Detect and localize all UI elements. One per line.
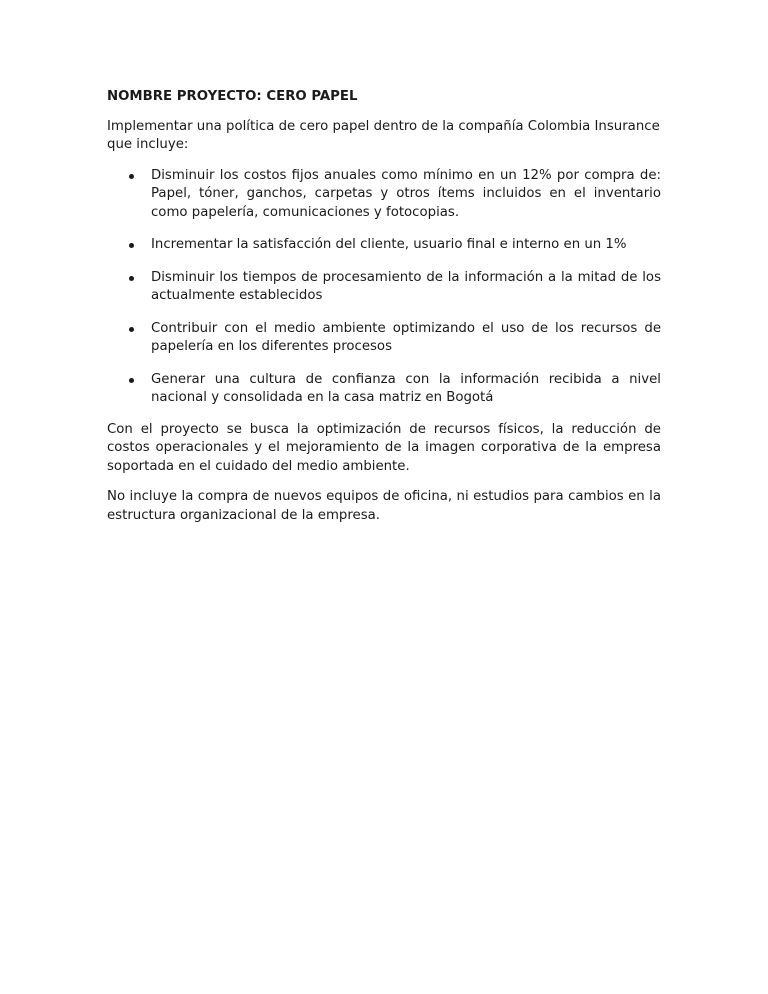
list-item [107, 371, 661, 408]
list-item-text: Contribuir con el medio ambiente optimizando el uso de los recursos de papelería en los diferentes procesos [151, 320, 661, 354]
bullet-icon [129, 378, 134, 383]
objectives-list [107, 167, 661, 408]
body-paragraph-optimization: Con el proyecto se busca la optimización de recursos físicos, la reducción de costos operacionales y el mejoramiento de la imagen corporativa de la empresa soportada en el cuidado del medio ambiente. [107, 421, 661, 474]
bullet-icon [129, 327, 134, 332]
body-paragraph-exclusions: No incluye la compra de nuevos equipos de oficina, ni estudios para cambios en la estructura organizacional de la empresa. [107, 489, 661, 523]
bullet-icon [129, 276, 134, 281]
list-item-text: Incrementar la satisfacción del cliente, usuario final e interno en un 1% [151, 237, 627, 252]
bullet-icon [129, 174, 134, 179]
list-item [107, 320, 661, 357]
list-item-text: Disminuir los tiempos de procesamiento de la información a la mitad de los actualmente establecidos [151, 269, 661, 303]
document-page [107, 88, 661, 537]
bullet-icon [129, 243, 134, 248]
project-title: NOMBRE PROYECTO: CERO PAPEL [107, 89, 358, 104]
list-item-text: Disminuir los costos fijos anuales como mínimo en un 12% por compra de: Papel, tóner, ganchos, carpetas y otros ítems incluidos en el inventario como papelería, comunicaciones y fotocopias. [151, 167, 661, 220]
list-item [107, 236, 661, 255]
list-item [107, 167, 661, 223]
list-item [107, 269, 661, 306]
intro-paragraph: Implementar una política de cero papel dentro de la compañía Colombia Insurance que incluye: [107, 118, 660, 152]
list-item-text: Generar una cultura de confianza con la información recibida a nivel nacional y consolidada en la casa matriz en Bogotá [151, 371, 661, 405]
